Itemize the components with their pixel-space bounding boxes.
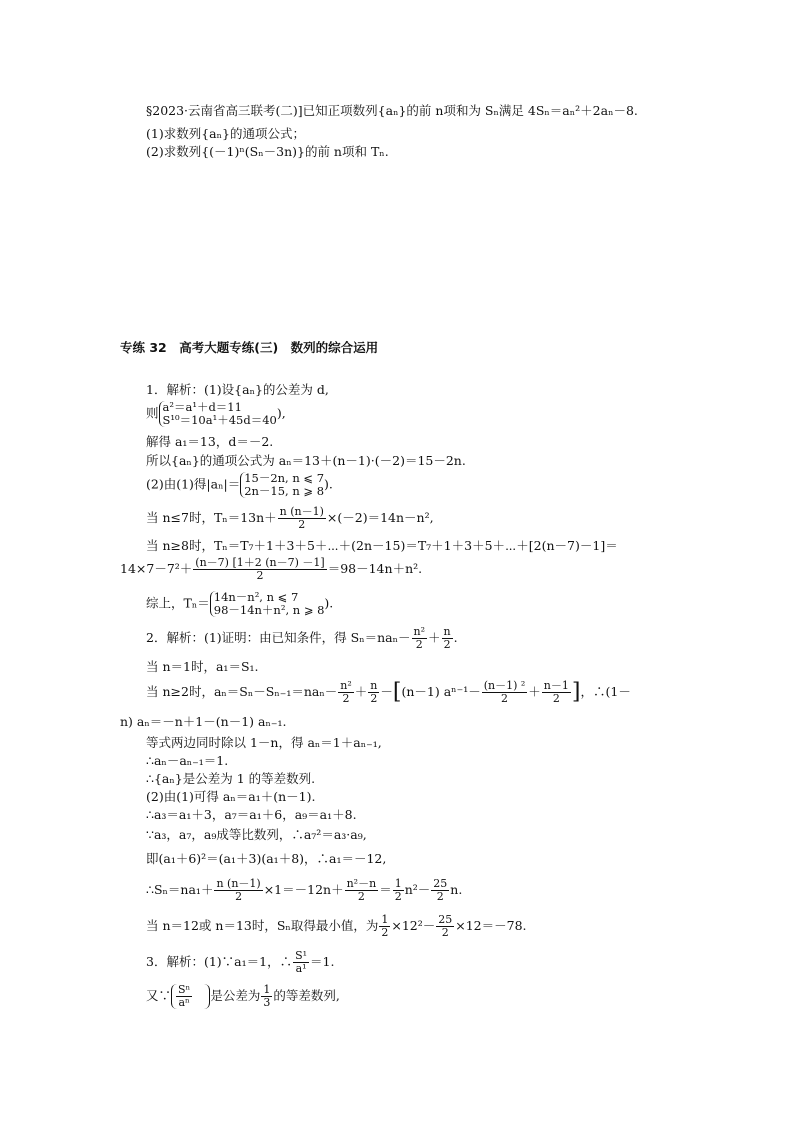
- sol2-line5: 等式两边同时除以 1－n，得 aₙ＝1＋aₙ₋₁,: [146, 735, 382, 750]
- problem-q2: (2)求数列{(－1)ⁿ(Sₙ－3n)}的前 n项和 Tₙ.: [146, 144, 389, 159]
- fraction: $\frac{n-1}{2}$: [543, 679, 569, 705]
- fraction: $\frac{1}{2}$: [381, 913, 389, 939]
- piecewise-brace: 15－2n, n ⩽ 7 2n－15, n ⩾ 8: [240, 472, 324, 498]
- sol2-line9: ∴a₃＝a₁＋3，a₇＝a₁＋6，a₉＝a₁＋8.: [146, 807, 357, 822]
- sol2-line6: ∴aₙ－aₙ₋₁＝1.: [146, 753, 229, 768]
- fraction: $\frac{1}{3}$: [263, 983, 271, 1009]
- fraction: $\frac{n (n-1)}{2}$: [216, 877, 261, 903]
- sol2-line7: ∴{aₙ}是公差为 1 的等差数列.: [146, 771, 316, 786]
- sequence-brace: [171, 984, 210, 1009]
- fraction: $\frac{n (n-1)}{2}$: [279, 505, 324, 531]
- sol2-line2: 当 n＝1时，a₁＝S₁.: [146, 659, 259, 674]
- fraction: $\frac{\text{S¹}}{\text{a¹}}$: [295, 949, 308, 975]
- sol2-line8: (2)由(1)可得 aₙ＝a₁＋(n－1).: [146, 789, 316, 804]
- sol2-line13: 当 n＝12或 n＝13时，Sₙ取得最小值，为 $\frac{1}{2}$ ×12²－ $\frac{25}{2}$ ×12＝－78.: [146, 913, 527, 939]
- sol2-line3: 当 n≥2时，aₙ＝Sₙ－Sₙ₋₁＝naₙ－ $\frac{\text{n²}}{2}$ ＋ $\frac{n}{2}$ －[(n－1) aⁿ⁻¹－ $\frac{\text{(n－1) ²}}{2}$ ＋ $\frac{n-1}{2}$ ]，∴(1－: [146, 679, 631, 705]
- fraction: $\frac{\text{n²－n}}{2}$: [346, 877, 377, 903]
- sol2-line12: ∴Sₙ＝na₁＋ $\frac{n (n-1)}{2}$ ×1＝－12n＋ $\frac{\text{n²－n}}{2}$ ＝ $\frac{1}{2}$ n²－ $\frac{25}{2}$ n.: [146, 877, 463, 903]
- sol1-line1: 1．解析：(1)设{aₙ}的公差为 d,: [146, 382, 329, 397]
- fraction: $\frac{n}{2}$: [370, 679, 378, 705]
- section-title: 专练 32 高考大题专练(三) 数列的综合运用: [120, 340, 379, 355]
- sol1-line7: 当 n≥8时，Tₙ＝T₇＋1＋3＋5＋⋯＋(2n－15)＝T₇＋1＋3＋5＋⋯＋[2(n－7)－1]＝: [146, 538, 618, 553]
- sol2-line4: n) aₙ＝－n＋1－(n－1) aₙ₋₁.: [120, 714, 287, 729]
- fraction: $\frac{\text{(n－1) ²}}{2}$: [483, 679, 526, 705]
- fraction: $\frac{1}{2}$: [394, 877, 402, 903]
- fraction: $\frac{25}{2}$: [433, 877, 448, 903]
- fraction: $\frac{\text{n²}}{2}$: [340, 679, 352, 705]
- problem-q1: (1)求数列{aₙ}的通项公式；: [146, 126, 305, 141]
- sol1-line6: 当 n≤7时，Tₙ＝13n＋ $\frac{n (n-1)}{2}$ ×(－2)＝14n－n²,: [146, 505, 434, 531]
- sol2-line1: 2．解析：(1)证明：由已知条件，得 Sₙ＝naₙ－ $\frac{\text{n²}}{2}$ ＋ $\frac{n}{2}$ .: [146, 625, 458, 651]
- sol1-line3: 解得 a₁＝13，d＝－2.: [146, 434, 274, 449]
- sol1-line2: 则 a²＝a¹＋d＝11 S¹⁰＝10a¹＋45d＝40 ),: [146, 400, 286, 427]
- sol3-line2: 又∵ Sⁿ aⁿ 是公差为 $\frac{1}{3}$ 的等差数列,: [146, 983, 340, 1009]
- sol1-line8: 14×7－7²＋ $\frac{(n-7) [1+2 (n-7) -1]}{2}$ ＝98－14n＋n².: [120, 556, 423, 582]
- sol1-line5: (2)由(1)得|aₙ|＝ 15－2n, n ⩽ 7 2n－15, n ⩾ 8 ).: [146, 471, 333, 498]
- fraction: $\frac{\text{n²}}{2}$: [413, 625, 426, 651]
- fraction: Sⁿ aⁿ: [178, 983, 191, 1009]
- sol2-line11: 即(a₁＋6)²＝(a₁＋3)(a₁＋8)，∴a₁＝－12,: [146, 851, 387, 866]
- fraction: $\frac{n}{2}$: [443, 625, 451, 651]
- sol2-line10: ∵a₃，a₇，a₉成等比数列，∴a₇²＝a₃·a₉,: [146, 827, 367, 842]
- system-brace: a²＝a¹＋d＝11 S¹⁰＝10a¹＋45d＝40: [159, 401, 277, 427]
- sol1-line4: 所以{aₙ}的通项公式为 aₙ＝13＋(n－1)·(－2)＝15－2n.: [146, 453, 466, 468]
- sol3-line1: 3．解析：(1)∵a₁＝1，∴ $\frac{\text{S¹}}{\text{a¹}}$ ＝1.: [146, 949, 335, 975]
- sol1-line9: 综上，Tₙ＝ 14n－n², n ⩽ 7 98－14n＋n², n ⩾ 8 ).: [146, 590, 334, 617]
- problem-stem: §2023·云南省高三联考(二)]已知正项数列{aₙ}的前 n项和为 Sₙ满足 4Sₙ＝aₙ²＋2aₙ－8.: [146, 103, 638, 118]
- fraction: $\frac{(n-7) [1+2 (n-7) -1]}{2}$: [195, 556, 325, 582]
- piecewise-brace: 14n－n², n ⩽ 7 98－14n＋n², n ⩾ 8: [210, 591, 325, 617]
- fraction: $\frac{25}{2}$: [438, 913, 453, 939]
